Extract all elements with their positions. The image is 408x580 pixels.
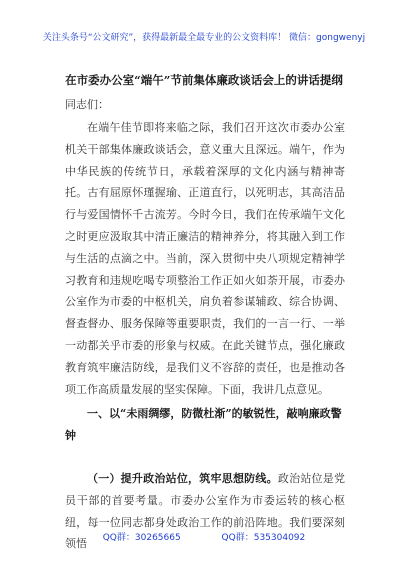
subsection-heading-1: （一）提升政治站位，筑牢思想防线。 <box>87 472 278 485</box>
document-title: 在市委办公室“端午”节前集体廉政谈话会上的讲话提纲 <box>65 73 343 87</box>
section-heading-1: 一、以“未雨绸缪，防微杜渐”的敏锐性，敲响廉政警钟 <box>65 407 342 442</box>
footer-qq-groups: QQ群：30265665 QQ群：535304092 <box>102 533 306 543</box>
body-paragraph-2-text: 政治站位是党员干部的首要考量。市委办公室作为市委运转的核心枢纽，每一位同志都身处政治工作的前沿阵地。我们要深刻领悟 <box>65 472 346 551</box>
body-paragraph-1: 在端午佳节即将来临之际，我们召开这次市委办公室机关干部集体廉政谈话会，意义重大且深远。端午，作为中华民族的传统节日，承载着深厚的文化内涵与精神寄托。古有屈原怀瑾握瑜、正道直行，以死明志，其高洁品行与爱国情怀千古流芳。今时今日，我们在传承端午文化之时更应汲取其中清正廉洁的精神养分，将其融入到工作与生活的点滴之中。当前，深入贯彻中央八项规定精神学习教育和违规吃喝专项整治工作正如火如荼开展，市委办公室作为市委的中枢机关，肩负着参谋辅政、综合协调、督查督办、服务保障等重要职责，我们的一言一行、一举一动都关乎市委的形象与权威。在此关键节点，强化廉政教育筑牢廉洁防线，是我们义不容辞的责任，也是推动各项工作高质量发展的坚实保障。下面，我讲几点意见。 <box>65 121 345 396</box>
top-promo-banner: 关注头条号“公文研究”，获得最新最全最专业的公文资料库！ 微信：gongwenyj <box>42 33 366 43</box>
salutation: 同志们： <box>65 98 109 111</box>
